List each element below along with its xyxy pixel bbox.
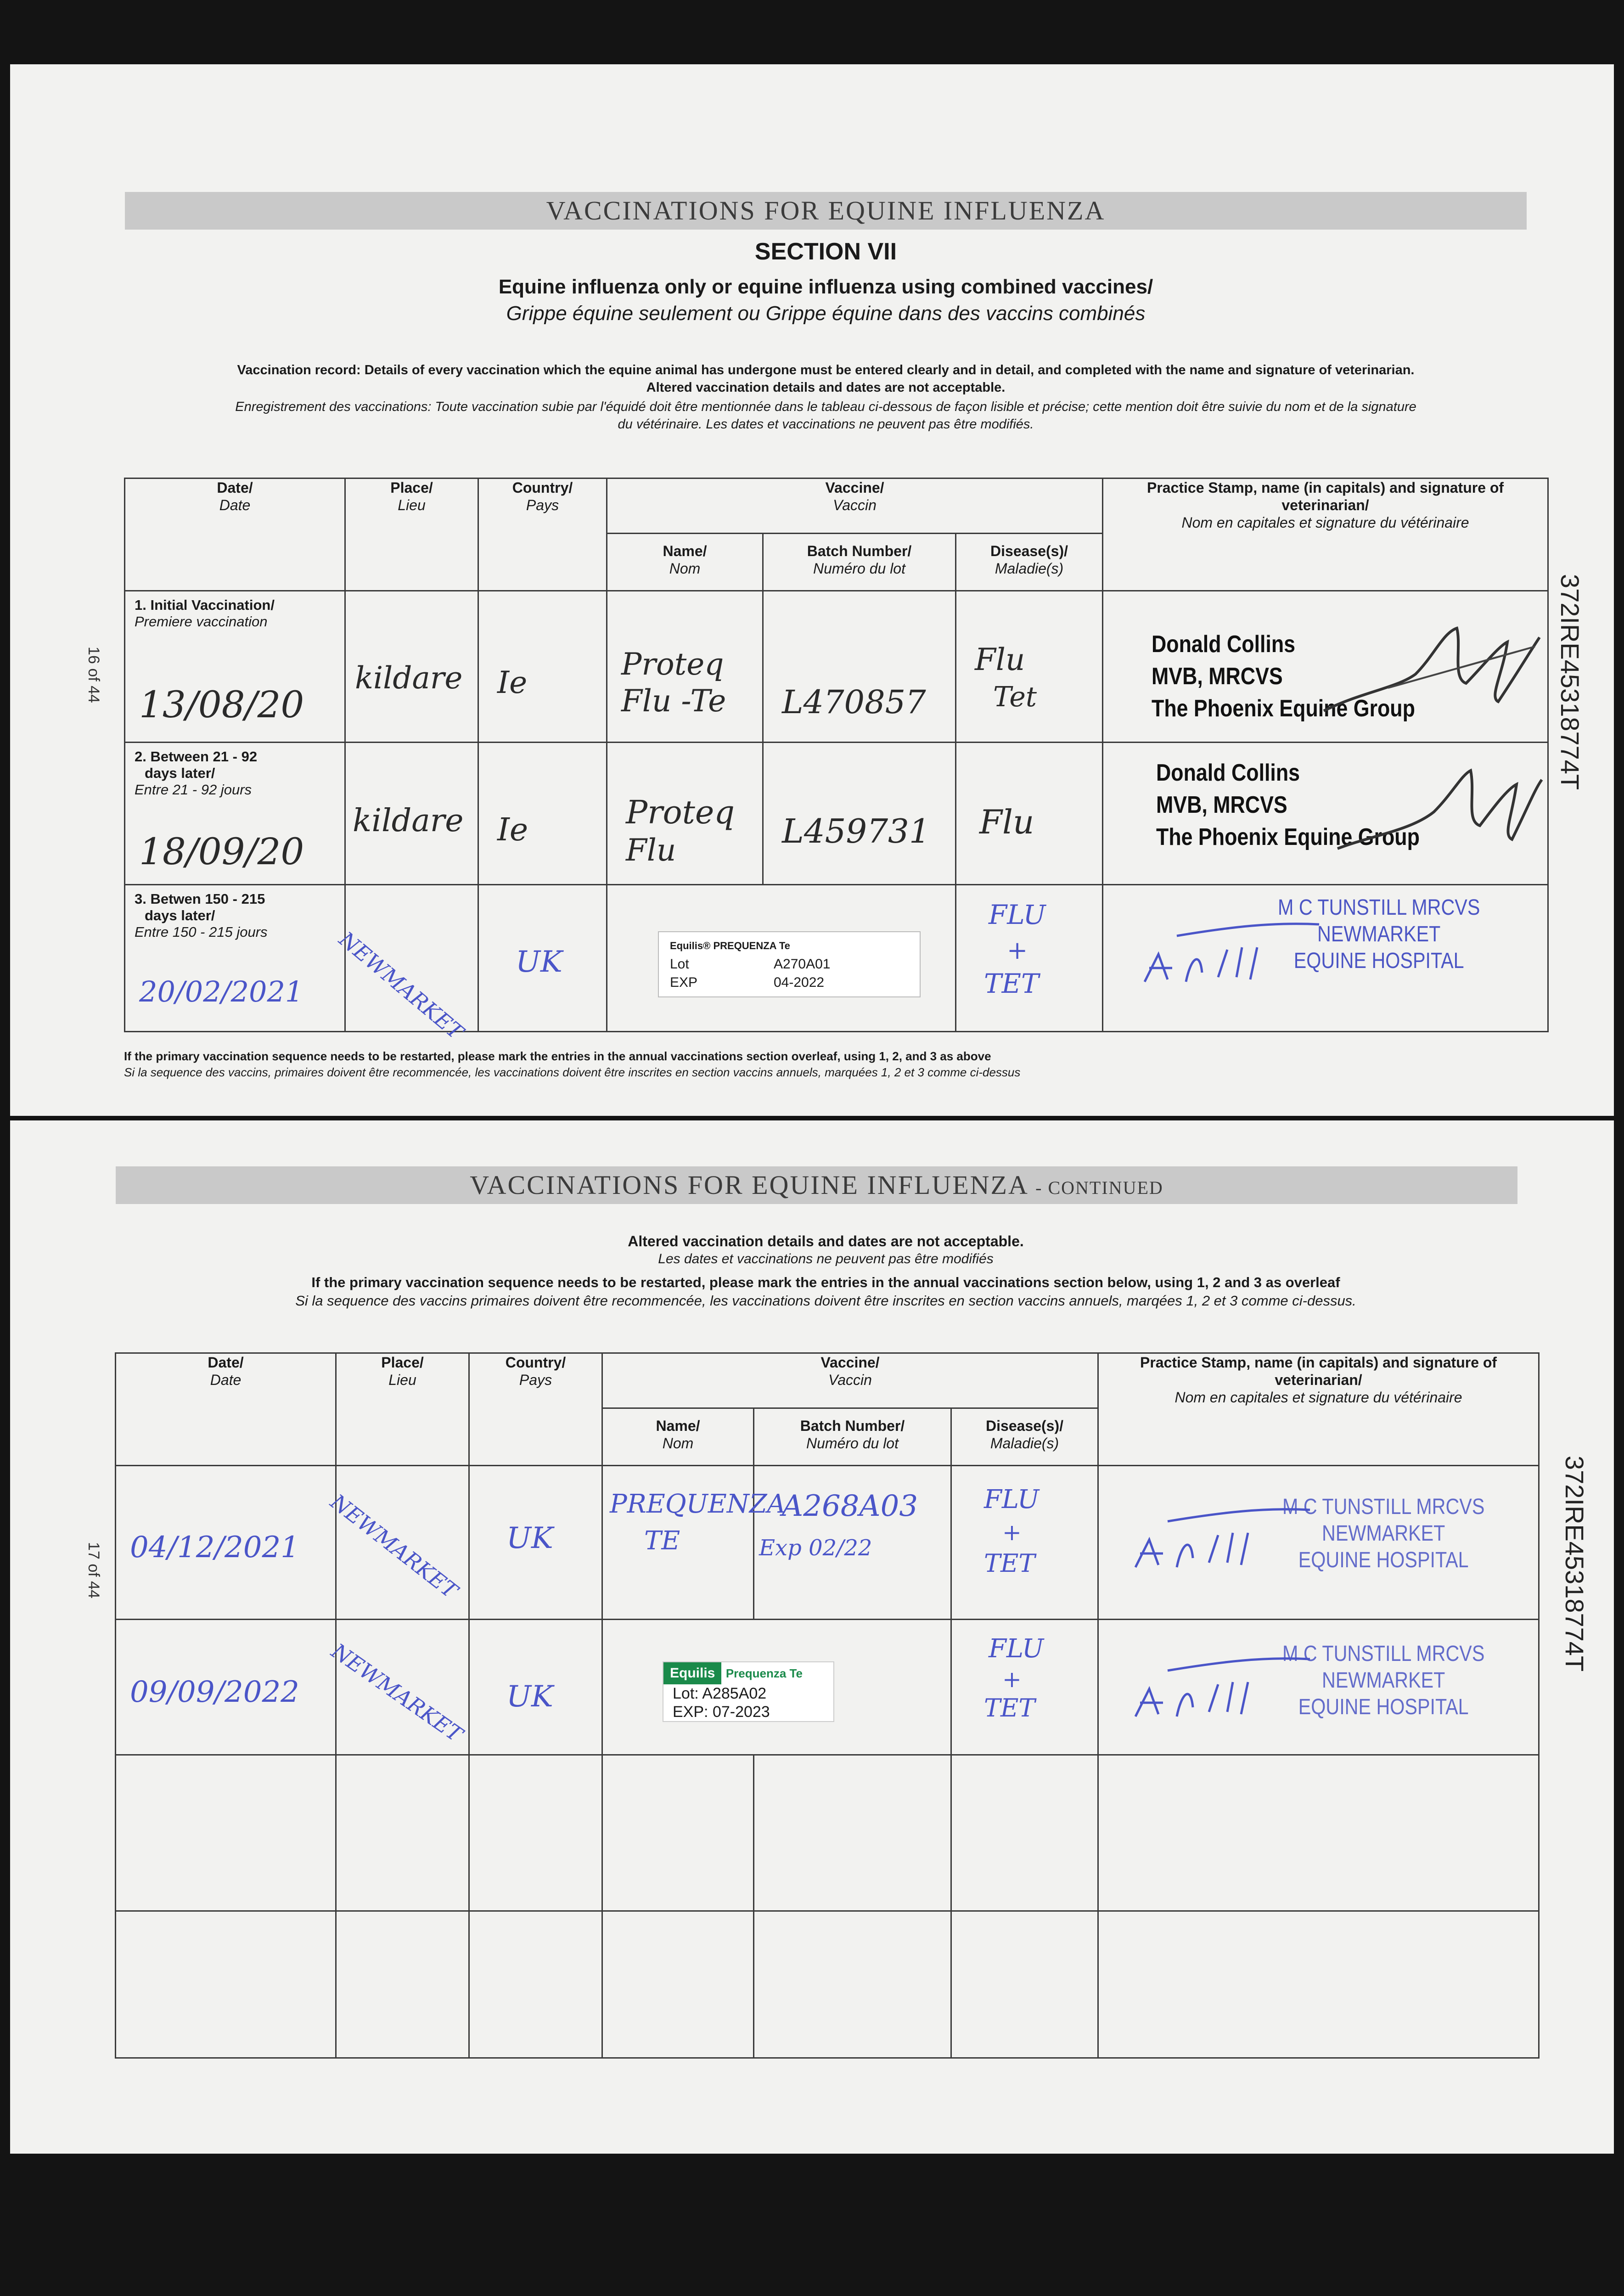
date-cell [125, 591, 345, 743]
vet-signature [1305, 619, 1544, 725]
annual-vaccination-table [115, 1352, 1540, 2059]
disease-cell [956, 591, 1103, 743]
header-disease: Disease(s)/ Maladie(s) [956, 534, 1103, 591]
disease-plus: + [1002, 1519, 1022, 1546]
vaccine-name-cell [602, 1466, 786, 1620]
batch-number: L470857 [782, 683, 926, 721]
altered-note-fr: Les dates et vaccinations ne peuvent pas être modifiés [658, 1251, 994, 1266]
vet-stamp: M C TUNSTILL MRCVS NEWMARKET EQUINE HOSPITAL [1278, 895, 1480, 973]
practice-stamp-cell [1103, 885, 1548, 1032]
place-cell [334, 885, 478, 1045]
vet-stamp: M C TUNSTILL MRCVS NEWMARKET EQUINE HOSPITAL [1282, 1495, 1485, 1572]
header-practice-stamp: Practice Stamp, name (in capitals) and signature of veterinarian/ Nom en capitales et signature du vétérinaire [1098, 1353, 1539, 1466]
disease-plus: + [1007, 936, 1028, 965]
vaccine-label-cell [607, 885, 956, 1032]
header-date: Date/ Date [125, 478, 345, 591]
country-value: Ie [497, 665, 528, 700]
header-country: Country/ Pays [469, 1353, 602, 1466]
header-place: Place/ Lieu [336, 1353, 469, 1466]
subtitle-en: Equine influenza only or equine influenza using combined vaccines/ [498, 276, 1153, 298]
country-cell [478, 885, 607, 1032]
vaccine-batch-sticker: Equilis Prequenza Te Lot: A285A02 EXP: 07-2023 [663, 1661, 834, 1722]
country-value: UK [506, 1521, 553, 1555]
header-name: Name/ Nom [607, 534, 763, 591]
disease-line-1: FLU [984, 1485, 1040, 1514]
row-label: 3. Betwen 150 - 215 days later/ Entre 150 - 215 jours [135, 891, 268, 940]
primary-vaccination-table [124, 478, 1549, 1045]
disease-line-1: FLU [989, 899, 1046, 930]
passport-page-16 [10, 64, 1614, 1116]
place-cell [327, 1620, 469, 1755]
disease-line-1: Flu [975, 642, 1025, 677]
batch-number: A268A03 [782, 1489, 918, 1523]
practice-stamp-cell [1098, 1466, 1539, 1620]
place-cell [345, 743, 478, 885]
record-instructions-en-2: Altered vaccination details and dates are not acceptable. [646, 380, 1006, 395]
header-batch: Batch Number/ Numéro du lot [754, 1408, 951, 1466]
passport-id-code: 372IRE45318774T [1560, 1456, 1589, 1672]
disease-line-1: FLU [989, 1634, 1044, 1664]
place-value: kildare [353, 803, 464, 839]
vaccine-name-line-2: TE [644, 1526, 680, 1556]
vet-stamp: Donald Collins MVB, MRCVS The Phoenix Equine Group [1152, 631, 1415, 722]
header-batch: Batch Number/ Numéro du lot [763, 534, 956, 591]
country-cell [478, 591, 607, 743]
vaccination-date: 04/12/2021 [130, 1531, 299, 1564]
header-practice-stamp: Practice Stamp, name (in capitals) and signature of veterinarian/ Nom en capitales et signature du vétérinaire [1103, 478, 1548, 591]
table-row [125, 743, 1548, 885]
vet-stamp: M C TUNSTILL MRCVS NEWMARKET EQUINE HOSPITAL [1282, 1642, 1485, 1719]
batch-cell [763, 591, 956, 743]
disease-cell [956, 743, 1103, 885]
passport-page-17 [10, 1120, 1614, 2154]
altered-note-en: Altered vaccination details and dates are not acceptable. [628, 1233, 1024, 1249]
date-cell [116, 1620, 336, 1755]
batch-number: L459731 [782, 812, 930, 850]
vaccination-date: 18/09/20 [139, 830, 304, 873]
section-band-title: VACCINATIONS FOR EQUINE INFLUENZA [125, 192, 1527, 230]
row-label: 1. Initial Vaccination/ Premiere vaccination [135, 597, 275, 630]
vaccine-name: PREQUENZA [610, 1489, 786, 1519]
section-heading: SECTION VII [754, 238, 897, 265]
header-place: Place/ Lieu [345, 478, 478, 591]
table-row [116, 1620, 1539, 1755]
vaccine-name: Proteq [621, 647, 724, 682]
disease-line-2: Tet [993, 681, 1037, 713]
header-vaccine: Vaccine/ Vaccin [607, 478, 1103, 534]
place-value: NEWMARKET [326, 1489, 462, 1604]
vaccination-date: 20/02/2021 [139, 975, 303, 1008]
place-value: kildare [355, 660, 463, 696]
disease-cell [956, 885, 1103, 1032]
restart-note-fr: Si la sequence des vaccins, primaires doivent être recommencée, les vaccinations doivent être inscrites en section vaccins annuels, marquées 1, 2 et 3 comme ci-dessus [124, 1065, 1021, 1079]
record-instructions-fr-2: du vétérinaire. Les dates et vaccinations ne peuvent pas être modifiés. [618, 417, 1034, 432]
disease-line-1: Flu [979, 803, 1034, 841]
restart-note-en: If the primary vaccination sequence needs to be restarted, please mark the entries in the annual vaccinations section below, using 1, 2 and 3 as overleaf [311, 1274, 1340, 1290]
vaccine-label-cell [602, 1620, 951, 1755]
header-vaccine: Vaccine/ Vaccin [602, 1353, 1098, 1408]
vet-stamp: Donald Collins MVB, MRCVS The Phoenix Equine Group [1156, 760, 1420, 850]
vaccine-name-cell [607, 743, 763, 885]
record-instructions-fr: Enregistrement des vaccinations: Toute vaccination subie par l'équidé doit être mentionnée dans le tableau ci-dessous de façon lisible et précise; cette mention doit être suivie du nom et de la signature [235, 400, 1416, 414]
batch-cell [754, 1466, 951, 1620]
table-row-empty [116, 1911, 1539, 2058]
section-band-title: VACCINATIONS FOR EQUINE INFLUENZA - CONTINUED [116, 1166, 1517, 1204]
batch-cell [763, 743, 956, 885]
vaccine-batch-sticker: Equilis® PREQUENZA Te Lot A270A01 EXP 04-2022 [658, 931, 921, 997]
disease-cell [951, 1620, 1098, 1755]
place-cell [326, 1466, 469, 1620]
header-disease: Disease(s)/ Maladie(s) [951, 1408, 1098, 1466]
subtitle-fr: Grippe équine seulement ou Grippe équine dans des vaccins combinés [506, 302, 1146, 325]
header-name: Name/ Nom [602, 1408, 754, 1466]
table-row [116, 1466, 1539, 1620]
batch-expiry: Exp 02/22 [759, 1535, 872, 1561]
country-value: Ie [497, 812, 528, 848]
country-value: UK [516, 945, 562, 979]
table-row-empty [116, 1755, 1539, 1911]
disease-line-2: TET [984, 1549, 1035, 1578]
vaccination-date: 09/09/2022 [130, 1675, 299, 1709]
vet-signature [1324, 761, 1544, 862]
place-value: NEWMARKET [334, 927, 468, 1045]
row-label: 2. Between 21 - 92 days later/ Entre 21 - 92 jours [135, 748, 258, 798]
record-instructions-en: Vaccination record: Details of every vaccination which the equine animal has undergone must be entered clearly and in detail, and completed with the name and signature of veterinarian. [237, 363, 1415, 377]
restart-note-fr: Si la sequence des vaccins primaires doivent être recommencée, les vaccinations doivent être inscrites en section vaccins annuels, marqées 1, 2 et 3 comme ci-dessus. [295, 1293, 1356, 1309]
table-row [125, 885, 1548, 1032]
disease-plus: + [1002, 1666, 1022, 1693]
vaccination-date: 13/08/20 [139, 683, 304, 726]
header-date: Date/ Date [116, 1353, 336, 1466]
vaccine-name-line-2: Flu -Te [621, 683, 726, 719]
page-number: 17 of 44 [84, 1542, 102, 1598]
date-cell [125, 885, 345, 1032]
restart-note-en: If the primary vaccination sequence needs to be restarted, please mark the entries in the annual vaccinations section overleaf, using 1, 2, and 3 as above [124, 1049, 991, 1063]
passport-id-code: 372IRE45318774T [1556, 574, 1585, 790]
date-cell [125, 743, 345, 885]
country-cell [469, 1466, 602, 1620]
disease-cell [951, 1466, 1098, 1620]
disease-line-2: TET [984, 1694, 1035, 1722]
practice-stamp-cell [1103, 743, 1548, 885]
table-row [125, 591, 1548, 743]
practice-stamp-cell [1103, 591, 1548, 743]
vaccine-name-line-2: Flu [626, 833, 676, 868]
date-cell [116, 1466, 336, 1620]
vaccine-name-cell [607, 591, 763, 743]
country-cell [469, 1620, 602, 1755]
practice-stamp-cell [1098, 1620, 1539, 1755]
disease-line-2: TET [984, 968, 1039, 999]
country-cell [478, 743, 607, 885]
place-value: NEWMARKET [327, 1638, 467, 1747]
place-cell [345, 591, 478, 743]
country-value: UK [506, 1680, 553, 1714]
vaccine-name: Proteq [626, 793, 735, 831]
page-number: 16 of 44 [84, 647, 102, 703]
header-country: Country/ Pays [478, 478, 607, 591]
